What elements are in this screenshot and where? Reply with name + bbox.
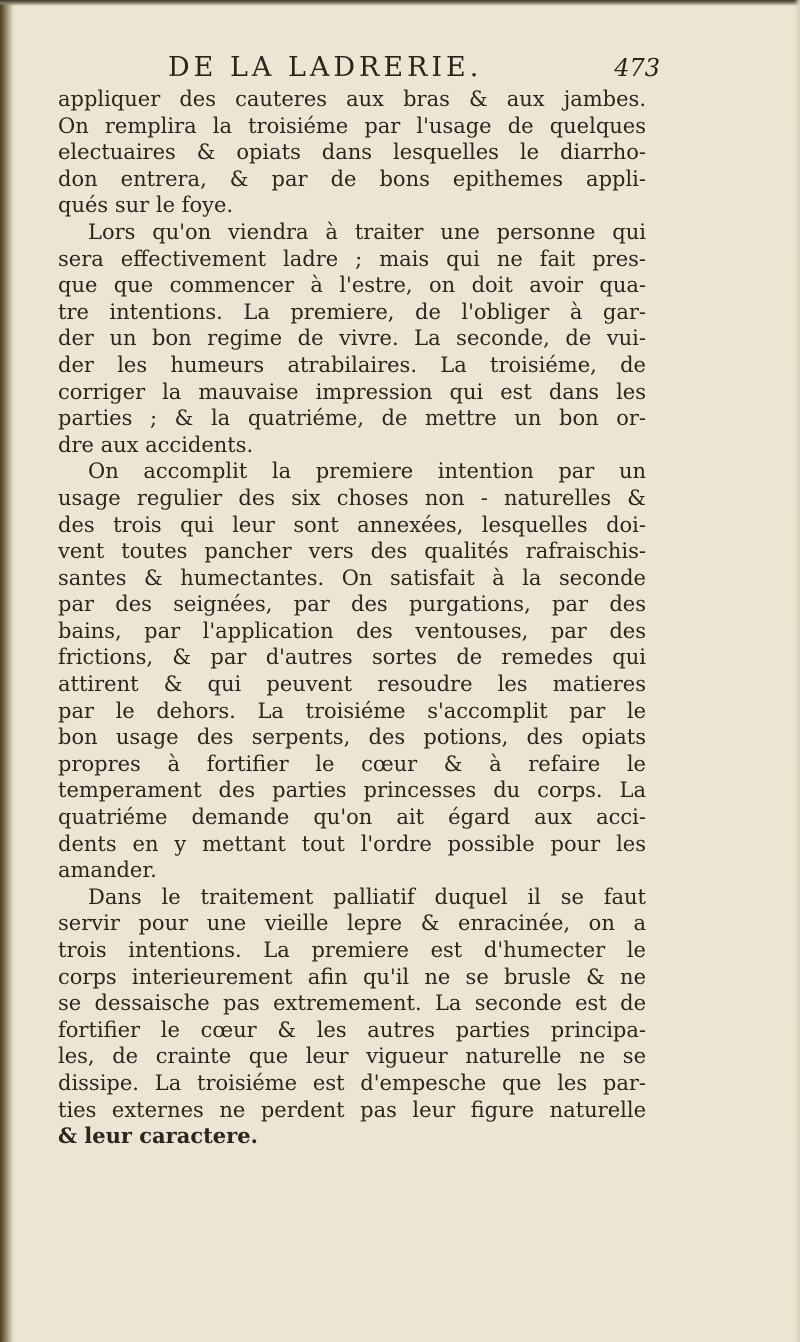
text-line: Dans le traitement palliatif duquel il se faut: [88, 884, 646, 909]
text-line: dissipe. La troisiéme est d'empesche que les par-: [58, 1070, 646, 1095]
text-line: servir pour une vieille lepre & enracinée, on a: [58, 911, 646, 936]
text-line: les, de crainte que leur vigueur naturelle ne se: [58, 1044, 646, 1069]
text-line: par le dehors. La troisiéme s'accomplit par le: [58, 698, 646, 723]
text-line: vent toutes pancher vers des qualités rafraischis-: [58, 539, 646, 564]
text-line: quatriéme demande qu'on ait égard aux acci-: [58, 805, 646, 830]
text-line: bains, par l'application des ventouses, par des: [58, 618, 646, 643]
text-line: se dessaische pas extremement. La seconde est de: [58, 991, 646, 1016]
text-line: que que commencer à l'estre, on doit avoir qua-: [58, 273, 646, 298]
text-line: tre intentions. La premiere, de l'obliger à gar-: [58, 299, 646, 324]
text-line: corps interieurement afin qu'il ne se brusle & ne: [58, 964, 646, 989]
text-line: der les humeurs atrabilaires. La troisiéme, de: [58, 352, 646, 377]
text-line: der un bon regime de vivre. La seconde, de vui-: [58, 326, 646, 351]
paragraph: [58, 458, 646, 884]
text-line: santes & humectantes. On satisfait à la seconde: [58, 565, 646, 590]
text-line: Lors qu'on viendra à traiter une personne qui: [88, 219, 646, 244]
paragraph: [58, 219, 646, 458]
text-line: usage regulier des six choses non - naturelles &: [58, 485, 646, 510]
body-text: [58, 86, 646, 1150]
right-page-edge: [794, 0, 800, 1342]
text-line: frictions, & par d'autres sortes de remedes qui: [58, 645, 646, 670]
binding-shadow: [0, 0, 14, 1342]
text-line: electuaires & opiats dans lesquelles le diarrho-: [58, 140, 646, 165]
text-line: trois intentions. La premiere est d'humecter le: [58, 938, 646, 962]
text-line: On remplira la troisiéme par l'usage de quelques: [58, 113, 646, 138]
text-line: attirent & qui peuvent resoudre les matieres: [58, 672, 646, 697]
text-line: ties externes ne perdent pas leur figure naturelle: [58, 1097, 646, 1122]
page-number: 473: [614, 54, 660, 82]
text-line: propres à fortifier le cœur & à refaire le: [58, 751, 646, 776]
text-line: don entrera, & par de bons epithemes appli-: [58, 166, 646, 191]
text-line: appliquer des cauteres aux bras & aux jambes.: [58, 87, 646, 111]
text-line: des trois qui leur sont annexées, lesquelles doi-: [58, 512, 646, 537]
text-line: On accomplit la premiere intention par un: [88, 459, 646, 484]
running-title: DE LA LADRERIE.: [168, 52, 483, 83]
text-line: par des seignées, par des purgations, par des: [58, 592, 646, 617]
text-line: fortifier le cœur & les autres parties principa-: [58, 1017, 646, 1042]
text-line: qués sur le foye.: [58, 193, 234, 218]
text-line: & leur caractere.: [58, 1123, 258, 1149]
text-line: bon usage des serpents, des potions, des opiats: [58, 725, 646, 750]
text-line: corriger la mauvaise impression qui est dans les: [58, 379, 646, 404]
text-line: parties ; & la quatriéme, de mettre un bon or-: [58, 406, 646, 431]
text-line: amander.: [58, 858, 157, 883]
paragraph: [58, 86, 646, 219]
paragraph: [58, 884, 646, 1150]
text-line: dre aux accidents.: [58, 432, 254, 457]
text-line: dents en y mettant tout l'ordre possible pour les: [58, 831, 646, 856]
top-page-edge: [0, 0, 800, 6]
text-line: temperament des parties princesses du corps. La: [58, 778, 646, 803]
text-line: sera effectivement ladre ; mais qui ne fait pres-: [58, 246, 646, 271]
